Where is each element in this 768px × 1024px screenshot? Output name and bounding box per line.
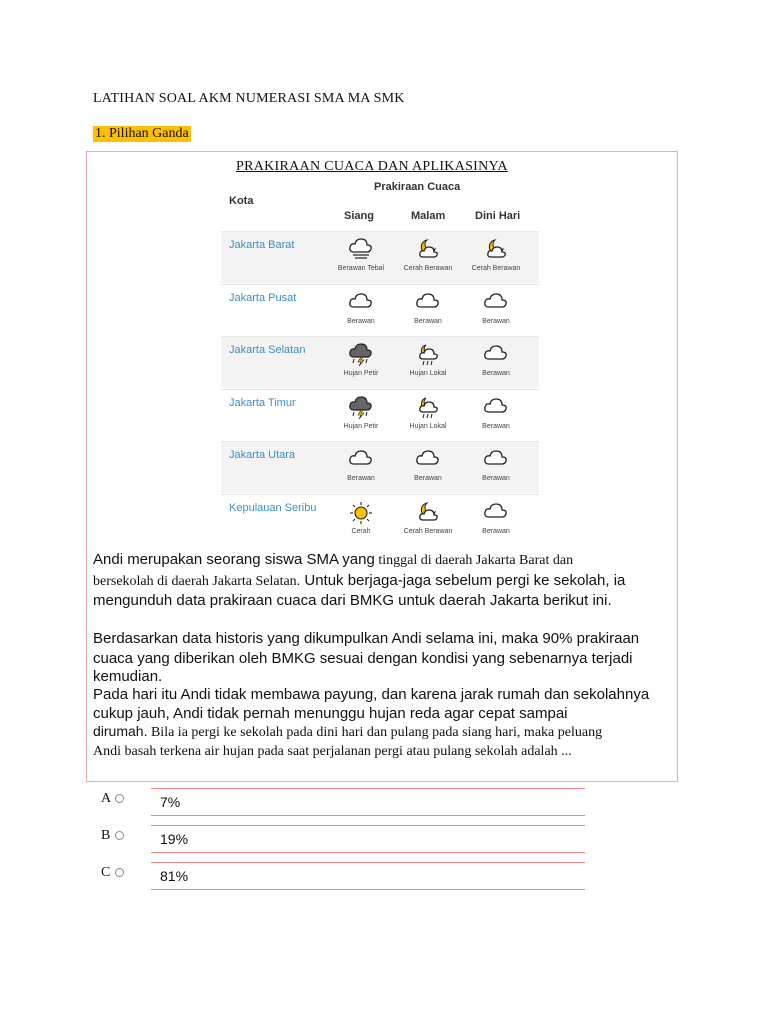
forecast-cell [393,495,463,547]
forecast-label: Berawan [414,475,442,482]
forecast-cell [461,285,531,337]
forecast-group-header: Prakiraan Cuaca [374,181,461,193]
paragraph-1-line-2: bersekolah di daerah Jakarta Selatan. Untuk berjaga-jaga sebelum pergi ke sekolah, ia [93,572,626,589]
table-row [221,336,539,388]
forecast-label: Berawan [482,475,510,482]
table-row [221,284,539,336]
document-title: LATIHAN SOAL AKM NUMERASI SMA MA SMK [93,91,405,106]
option-c-letter: C [101,865,111,880]
paragraph-2-line-3: kemudian. [93,668,163,685]
column-header-dini-hari: Dini Hari [475,210,521,222]
forecast-cell [326,285,396,337]
forecast-label: Cerah Berawan [403,527,453,535]
forecast-label: Berawan [347,317,375,325]
forecast-label: Cerah Berawan [403,265,453,272]
forecast-cell [393,337,463,389]
forecast-label: Berawan [482,370,510,377]
option-b[interactable] [88,823,586,857]
forecast-cell [461,495,531,547]
city-name: Jakarta Utara [229,449,296,461]
column-header-siang: Siang [344,210,374,222]
table-row [221,441,539,493]
city-name: Jakarta Timur [229,396,296,409]
city-name: Kepulauan Seribu [229,501,317,514]
column-header-malam: Malam [411,210,446,222]
forecast-label: Hujan Lokal [409,422,447,430]
paragraph-3-line-2: cukup jauh, Andi tidak pernah menunggu hujan reda agar cepat sampai [93,705,568,722]
paragraph-3-line-3: dirumah. Bila ia pergi ke sekolah pada dini hari dan pulang pada siang hari, maka peluang [93,723,603,740]
paragraph-3-line-4: Andi basah terkena air hujan pada saat perjalanan pergi atau pulang sekolah adalah ... [93,744,572,759]
forecast-label: Berawan [347,475,375,482]
option-c[interactable] [88,860,586,894]
forecast-cell [461,337,531,389]
option-c-radio[interactable] [115,868,124,877]
table-header [221,174,539,231]
forecast-cell [393,390,463,442]
forecast-cell [326,232,396,284]
city-name: Jakarta Selatan [229,344,306,356]
forecast-cell [326,337,396,389]
paragraph-2-line-1: Berdasarkan data historis yang dikumpulkan Andi selama ini, maka 90% prakiraan [93,630,640,647]
forecast-label: Hujan Lokal [409,370,447,377]
section-label: 1. Pilihan Ganda [95,126,189,141]
option-a-value: 7% [160,794,181,810]
forecast-cell [326,390,396,442]
forecast-cell [461,390,531,442]
option-b-field[interactable] [151,825,585,853]
forecast-cell [393,232,463,284]
kota-header: Kota [229,195,254,207]
table-row [221,231,539,283]
option-b-letter: B [101,828,111,843]
option-a[interactable] [88,786,586,820]
forecast-cell [393,285,463,337]
forecast-cell [326,495,396,547]
forecast-label: Berawan [414,317,442,325]
paragraph-1-line-3: mengunduh data prakiraan cuaca dari BMKG untuk daerah Jakarta berikut ini. [93,592,612,609]
forecast-cell [461,442,531,494]
option-b-radio[interactable] [115,831,124,840]
forecast-label: Berawan [482,527,510,535]
forecast-cell [326,442,396,494]
forecast-label: Berawan [482,422,510,430]
forecast-label: Cerah Berawan [471,265,521,272]
table-row [221,494,539,546]
forecast-label: Hujan Petir [343,422,379,430]
option-b-value: 19% [160,831,189,847]
paragraph-1-line-1: Andi merupakan seorang siswa SMA yang tinggal di daerah Jakarta Barat dan [93,551,574,568]
city-name: Jakarta Pusat [229,291,297,304]
option-c-value: 81% [160,868,189,884]
paragraph-3-line-1: Pada hari itu Andi tidak membawa payung, dan karena jarak rumah dan sekolahnya [93,686,650,703]
option-a-radio[interactable] [115,794,124,803]
forecast-cell [461,232,531,284]
option-a-field[interactable] [151,788,585,816]
weather-forecast-table [221,174,539,546]
forecast-cell [393,442,463,494]
paragraph-2-line-2: cuaca yang diberikan oleh BMKG sesuai dengan kondisi yang sebenarnya terjadi [93,650,633,667]
table-title: PRAKIRAAN CUACA DAN APLIKASINYA [236,159,508,174]
option-c-field[interactable] [151,862,585,890]
forecast-label: Cerah [351,527,371,535]
option-a-letter: A [101,791,112,806]
forecast-label: Hujan Petir [343,370,379,377]
city-name: Jakarta Barat [229,239,295,251]
forecast-label: Berawan [482,317,510,325]
forecast-label: Berawan Tebal [337,265,385,272]
table-row [221,389,539,441]
